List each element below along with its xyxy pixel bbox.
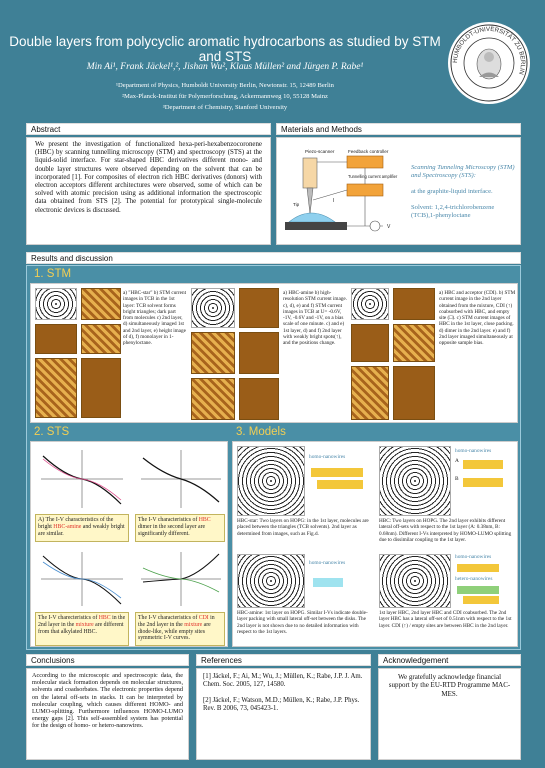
model-hbc-cdi: [379, 554, 451, 608]
models-figure-panel: [232, 441, 518, 647]
abstract-text: We present the investigation of functionalized hexa-peri-hexabenzocoronene (HBC) by scanning tunnelling microscopy (STM) and spectroscopy (STS) at the liquid-solid interface. For star-shaped HBC derivatives different mono- and double layer structures were observed depending on the solvent that can be incorporated [1]. For composites of electron rich HBC derivatives (donors) with electron acceptors different architectures were observed, some of which can be solved with atomic precision using as additional information the spectroscopic data obtained from STS [2]. The potential for prototypical single-molecule electronic devices is discussed.: [26, 137, 271, 245]
label-homo-nanowires-2: homo-nanowires: [455, 448, 492, 454]
sts-section-heading: 2. STS: [34, 426, 70, 438]
model-hbc: [379, 446, 451, 516]
nanowire-bar-a: [463, 460, 503, 469]
reference-2: [2] Jäckel, F.; Watson, M.D.; Müllen, K.; Rabe, J.P. Phys. Rev. B 2006, 73, 045423-1.: [203, 697, 360, 712]
nanowire-bar-3: [313, 578, 343, 587]
stm-figure-panel: [30, 283, 518, 423]
stm-image-1e: [35, 358, 77, 418]
stm-image-1d: [81, 324, 121, 354]
model-caption-1: HBC-star: Two layers on HOPG: in the 1st layer, molecules are placed between the triangles (TCB solvents). 2nd layer as determined from images, such as Fig.d.: [237, 518, 369, 537]
model-hbc-star: [237, 446, 305, 516]
sts-caption-c: The I-V charecteristics of HBC in the 2nd layer in the mixture are different from that alkylated HBC.: [35, 612, 129, 646]
references-heading: References: [196, 654, 371, 666]
stm-caption-1: a) "HBC-star" b) STM current images in TCB in the 1st layer: TCB solvent forms bright triangles; dark part from molecules c) 2nd layer, d) simultaneously imaged 1st and 2nd layer, e) height image of d), f) monolayer in 1-phenyloctane.: [123, 290, 187, 347]
university-seal-logo: [448, 22, 530, 104]
stm-image-2d: [239, 332, 279, 374]
affiliation-2: ²Max-Planck-Institut für Polymerforschung, Ackermannweg 10, 55128 Mainz: [122, 93, 328, 100]
iv-plot-a: [35, 446, 127, 512]
methods-panel: [276, 137, 521, 245]
hbc-amine-structure: [191, 288, 235, 328]
nanowire-bar-b: [463, 478, 503, 487]
label-hetero-nanowires: hetero-nanowires: [455, 576, 493, 582]
stm-image-3b: [393, 288, 435, 320]
hbc-cdi-structure: [351, 288, 389, 320]
stm-image-3d: [393, 324, 435, 362]
results-heading: Results and discussion: [26, 252, 521, 264]
label-homo-nanowires-4: homo-nanowires: [455, 554, 492, 560]
model-hbc-amine: [237, 554, 305, 608]
abstract-heading: Abstract: [26, 123, 271, 135]
stm-image-3e: [351, 366, 389, 420]
label-tunnelling-amplifier: Tunnelling current amplifier: [348, 174, 398, 179]
sts-caption-d: The I-V characteristics of CDI in the 2nd layer in the mixture are diode-like, while empty sites symmetric I-V curves.: [135, 612, 225, 646]
stm-caption-3: a) HBC and acceptor (CDI). b) STM current image in the 2nd layer obtained from the mixture, CDI (↑) coabsorbed with HBC, and empty site (□). c) STM current images of HBC in the 1st layer, close packing. d) dimer in the 2nd layer. e) and f) 2nd layer imaged simultaneously at opposite sample bias.: [439, 290, 516, 347]
nanowire-bar-5: [457, 586, 499, 594]
stm-image-1c: [35, 324, 77, 354]
models-section-heading: 3. Models: [236, 426, 286, 438]
label-tip: Tip: [293, 202, 300, 207]
sts-figure-panel: [30, 441, 228, 647]
poster-title: Double layers from polycyclic aromatic hydrocarbons as studied by STM and STS: [9, 34, 441, 64]
nanowire-bar-1: [311, 468, 363, 477]
stm-image-1f: [81, 358, 121, 418]
label-voltage: V: [387, 224, 391, 230]
iv-plot-b: [135, 446, 225, 512]
stm-caption: Scanning Tunneling Microscopy (STM) and Spectroscopy (STS):: [411, 164, 515, 179]
nanowire-bar-6: [463, 596, 499, 604]
stm-image-3f: [393, 366, 435, 420]
label-piezo-scanner: Piezo-scanner: [305, 149, 335, 154]
stm-image-2c: [191, 332, 235, 374]
model-caption-2: HBC-amine: 1st layer on HOPG. Similar I-Vs indicate double-layer packing with small lateral off-set between the disks. The 2nd layer is not shown due to no detailed information with respect to the 1st layers.: [237, 610, 368, 635]
conclusions-heading: Conclusions: [26, 654, 189, 666]
methods-heading: Materials and Methods: [276, 123, 521, 135]
iv-plot-d: [135, 548, 225, 610]
reference-1: [1] Jäckel, F.; Ai, M.; Wu, J.; Müllen, K.; Rabe, J.P. J. Am. Chem. Soc. 2005, 127, 14580.: [203, 673, 363, 688]
label-current: I: [333, 198, 335, 204]
stm-image-3c: [351, 324, 389, 362]
model-caption-3: HBC: Two layers on HOPG. The 2nd layer exhibits different lateral off-sets with respect to the 1st layer (A: 0.38nm, B: 0.68nm). Different I-Vs interpreted by HOMO-LUMO splitting due to dissimilar coupling to the 1st layer.: [379, 518, 512, 543]
stm-setup-diagram: [281, 140, 409, 244]
sts-caption-b: The I-V characteristics of HBC dimer in the second layer are significantly different.: [135, 514, 225, 542]
iv-plot-c: [35, 548, 127, 610]
stm-caption-2: a) HBC-amine b) high-resolution STM current image. c), d), e) and f) STM current images in TCB at U= -0.6V, -1V, -0.6V and -1V, on a bias scale of one minute. c) and e) 1st layer, d) and f) 2nd layer with weakly bright spots(↑), and the positions change.: [283, 290, 347, 347]
interface-caption: at the graphite-liquid interface.: [411, 188, 493, 195]
conclusions-text: According to the microscopic and spectroscopic data, the molecular stack formation depends on molecular structures, solvents and coadsorbates. The electronic properties depend on the lateral off-sets in stacks. It can be interpreted by molecular coupling, which causes different HOMO- and LUMO-splitting. Furthermore influences HOMO-LUMO energy gaps [2]. This self-assembled system has potential for the design of homo- or hetero-nanowires.: [26, 668, 189, 760]
affiliation-1: ¹Department of Physics, Humboldt University Berlin, Newtonstr. 15, 12489 Berlin: [116, 82, 334, 89]
nanowire-bar-4: [457, 564, 499, 572]
acknowledgement-text: We gratefully acknowledge financial support by the EU-RTD Programme MAC-MES.: [378, 668, 521, 760]
references-panel: [196, 668, 371, 760]
seal-text: HUMBOLDT-UNIVERSITÄT ZU BERLIN: [451, 25, 527, 76]
label-offset-a: A: [455, 458, 459, 464]
stm-image-2e: [191, 378, 235, 420]
label-homo-nanowires-3: homo-nanowires: [309, 560, 346, 566]
stm-image-1b: [81, 288, 121, 320]
sts-caption-a: A) The I-V characteristics of the bright HBC-amine and weakly bright are similar.: [35, 514, 129, 542]
nanowire-bar-2: [317, 480, 363, 489]
poster-authors: Min Ai¹, Frank Jäckel¹,², Jishan Wu², Klaus Müllen² and Jürgen P. Rabe¹: [86, 62, 364, 72]
affiliation-3: ³Department of Chemistry, Stanford University: [162, 104, 288, 111]
label-feedback-controller: Feedback controller: [348, 149, 389, 154]
label-offset-b: B: [455, 476, 459, 482]
stm-section-heading: 1. STM: [34, 268, 72, 280]
acknowledgement-heading: Acknowledgement: [378, 654, 521, 666]
stm-image-2f: [239, 378, 279, 420]
solvent-caption: Solvent: 1,2,4-trichlorobenzene (TCB),1-phenyloctane: [411, 204, 495, 219]
hbc-star-structure: [35, 288, 77, 320]
stm-image-2b: [239, 288, 279, 328]
label-homo-nanowires-1: homo-nanowires: [309, 454, 346, 460]
model-caption-4: 1st layer HBC, 2nd layer HBC and CDI coabsorbed. The 2nd layer HBC has a lateral off-set of 0.51nm with respect to the 1st layer. CDI (↑) / empty sites are between HBC in the 2nd layer.: [379, 610, 512, 629]
